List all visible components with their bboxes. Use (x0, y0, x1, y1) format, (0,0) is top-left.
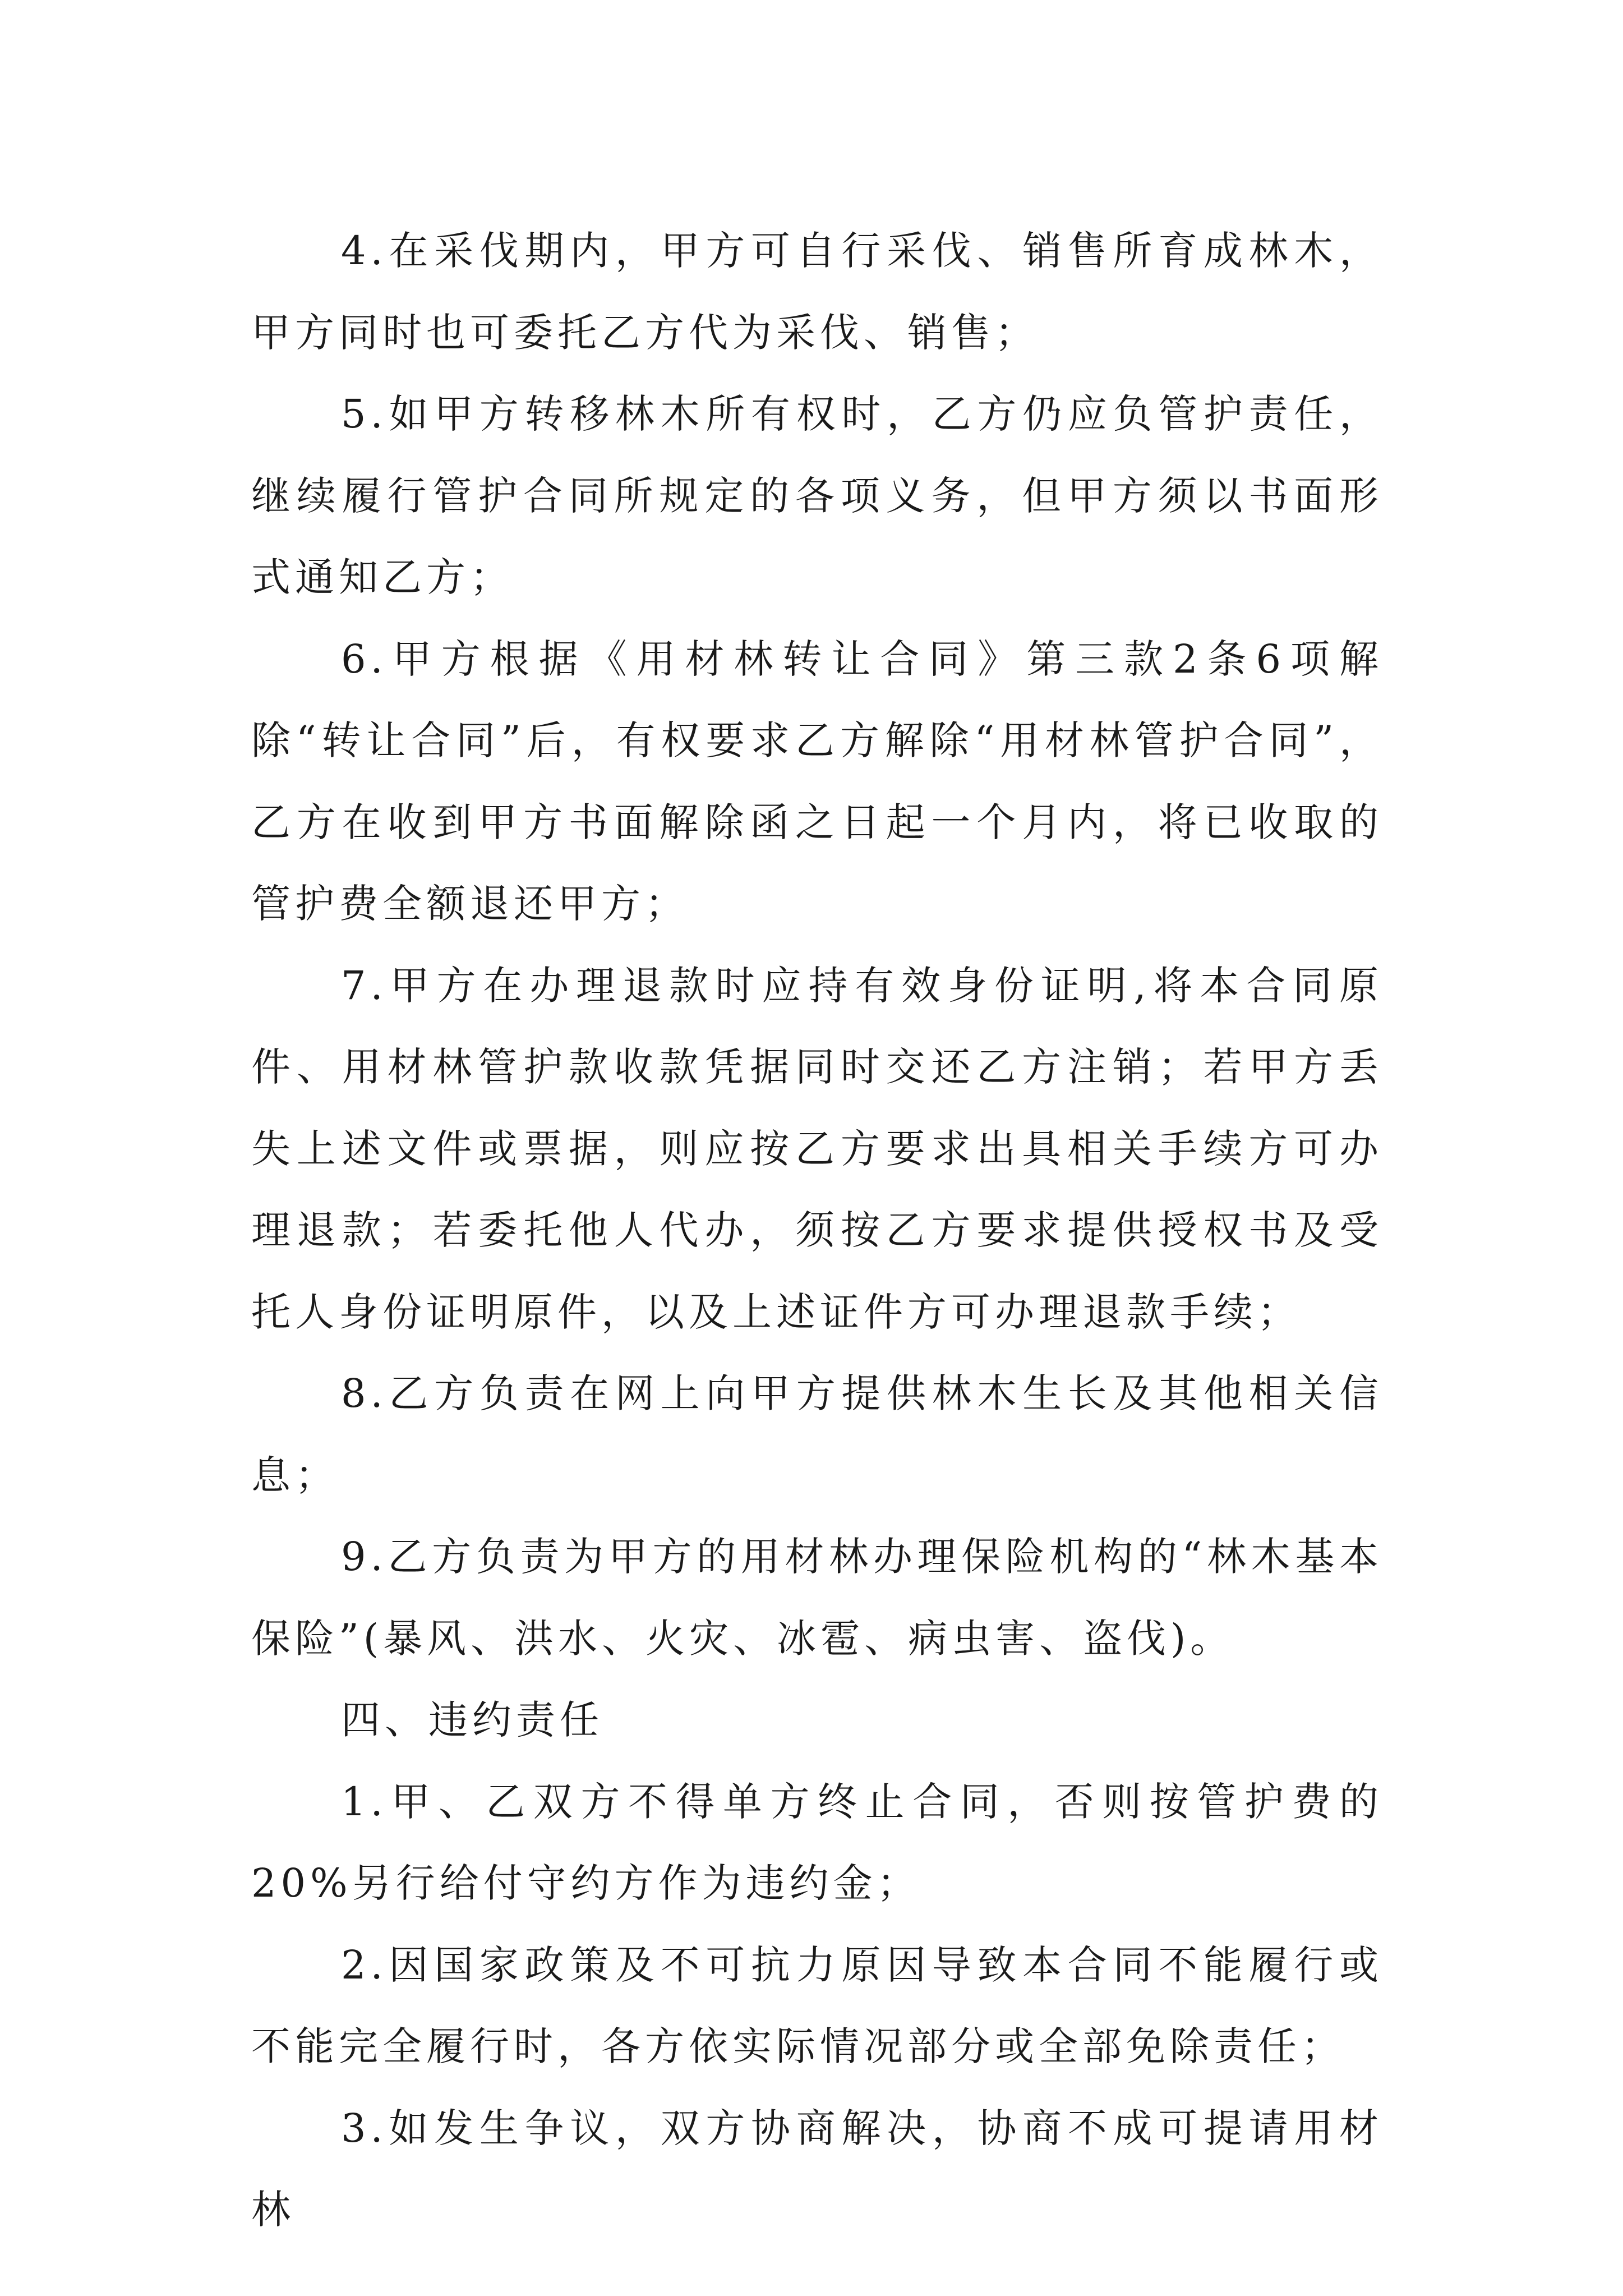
clause-9-insurance: 9.乙方负责为甲方的用材林办理保险机构的“林木基本保险”(暴风、洪水、火灾、冰雹、病虫害、盗伐)。 (251, 1534, 1383, 1662)
liability-clause-1: 1.甲、乙双方不得单方终止合同，否则按管护费的20%另行给付守约方作为违约金； (251, 1778, 1383, 1906)
document-body (251, 210, 1383, 2251)
clause-7-refund: 7.甲方在办理退款时应持有效身份证明,将本合同原件、用材林管护款收款凭据同时交还乙方注销；若甲方丢失上述文件或票据，则应按乙方要求出具相关手续方可办理退款；若委托他人代办，须按乙方要求提供授权书及受托人身份证明原件，以及上述证件方可办理退款手续； (251, 962, 1383, 1335)
liability-clause-3: 3.如发生争议，双方协商解决，协商不成可提请用材林 (251, 2105, 1383, 2233)
section-heading-liability: 四、违约责任 (341, 1697, 603, 1743)
clause-4-harvest: 4.在采伐期内，甲方可自行采伐、销售所育成林木，甲方同时也可委托乙方代为采伐、销售； (251, 228, 1383, 356)
clause-5-ownership-transfer: 5.如甲方转移林木所有权时，乙方仍应负管护责任，继续履行管护合同所规定的各项义务，但甲方须以书面形式通知乙方； (251, 391, 1383, 600)
clause-6-contract-termination: 6.甲方根据《用材林转让合同》第三款2条6项解除“转让合同”后，有权要求乙方解除“用材林管护合同”，乙方在收到甲方书面解除函之日起一个月内，将已收取的管护费全额退还甲方； (251, 636, 1383, 927)
clause-8-information: 8.乙方负责在网上向甲方提供林木生长及其他相关信息； (251, 1370, 1383, 1498)
liability-clause-2: 2.因国家政策及不可抗力原因导致本合同不能履行或不能完全履行时，各方依实际情况部分或全部免除责任； (251, 1941, 1383, 2069)
